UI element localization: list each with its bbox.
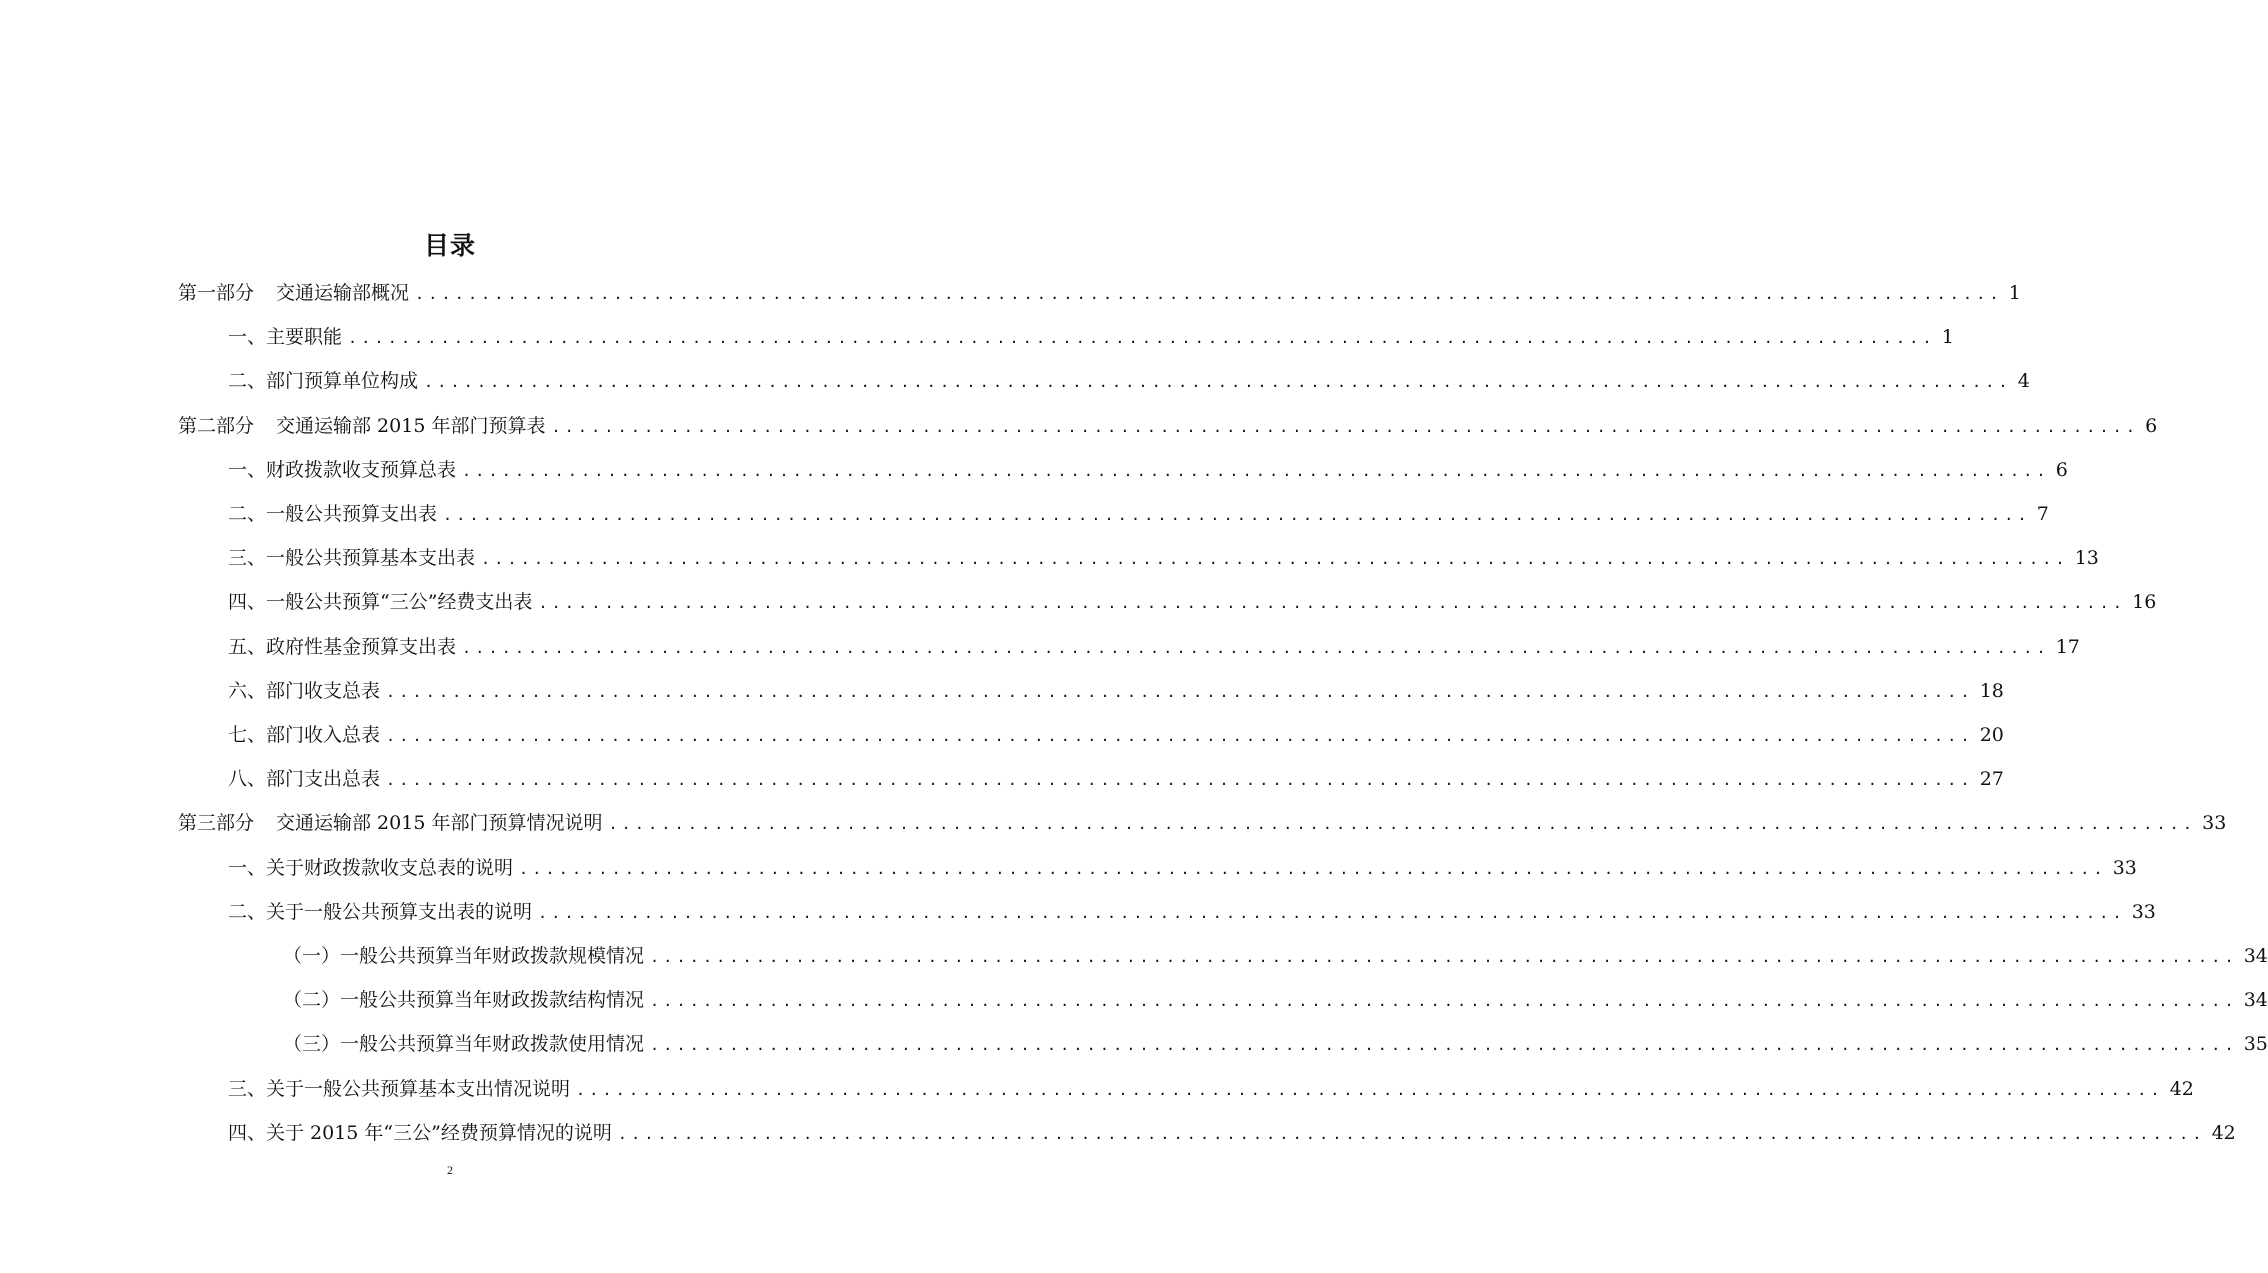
toc-entry[interactable] [228, 676, 2004, 706]
toc-page-number: 1 [1941, 326, 1954, 349]
toc-entry[interactable] [178, 411, 2158, 441]
toc-page-number: 16 [2132, 591, 2157, 614]
toc-entry-text: 三、一般公共预算基本支出表 [228, 547, 476, 570]
toc-entry-text: 二、一般公共预算支出表 [228, 503, 438, 525]
toc-dot-leader: ........................................................................................................................ [538, 594, 2127, 613]
toc-entry-text: 四、关于 2015 年“三公”经费预算情况的说明 [228, 1121, 612, 1144]
toc-entry-text: 一、主要职能 [228, 326, 343, 349]
toc-entry[interactable] [228, 764, 2004, 794]
toc-entry-text: 一、财政拨款收支预算总表 [228, 458, 457, 481]
toc-entry[interactable] [228, 1118, 2236, 1148]
toc-entry-text: 八、部门支出总表 [228, 768, 381, 791]
toc-entry[interactable] [178, 808, 2227, 838]
toc-part-prefix: 第一部分 [178, 282, 255, 304]
toc-entry-text: 七、部门收入总表 [228, 724, 381, 746]
toc-page-number: 1 [2008, 282, 2021, 304]
toc-dot-leader: ........................................................................................................................ [576, 1080, 2164, 1099]
toc-part-prefix: 第二部分 [178, 414, 255, 437]
toc-dot-leader: ........................................................................................................................ [386, 682, 1974, 701]
toc-dot-leader: ........................................................................................................................ [386, 771, 1974, 790]
toc-entry-label [228, 455, 456, 485]
toc-dot-leader: ........................................................................................................................ [386, 727, 1974, 745]
toc-entry-text: 六、部门收支总表 [228, 679, 381, 702]
toc-entry-text: 交通运输部 2015 年部门预算表 [276, 414, 546, 437]
toc-part-prefix: 第三部分 [178, 812, 255, 835]
toc-page-number: 20 [1979, 724, 2004, 746]
toc-dot-leader: ........................................................................................................................ [443, 506, 2031, 524]
toc-entry-label [283, 985, 644, 1015]
toc-entry[interactable] [228, 543, 2099, 573]
toc-entry[interactable] [228, 720, 2004, 750]
toc-entry-label [178, 411, 545, 441]
toc-entry-label [228, 1074, 570, 1104]
toc-dot-leader: ........................................................................................................................ [608, 815, 2197, 834]
toc-entry[interactable] [228, 632, 2080, 662]
toc-entry-text: 五、政府性基金预算支出表 [228, 635, 457, 658]
toc-entry[interactable] [283, 1029, 2268, 1059]
toc-entry-label [228, 764, 380, 794]
toc-entry[interactable] [228, 499, 2049, 529]
toc-entry[interactable] [228, 366, 2030, 396]
toc-entry-text: 二、部门预算单位构成 [228, 370, 419, 393]
toc-page-number: 35 [2243, 1033, 2268, 1056]
toc-entry-label [228, 897, 532, 927]
toc-page-number: 33 [2131, 900, 2156, 923]
toc-entry[interactable] [228, 1074, 2194, 1104]
toc-entry-text: 一、关于财政拨款收支总表的说明 [228, 856, 514, 879]
toc-entry-label [283, 1029, 644, 1059]
toc-entry[interactable] [178, 278, 2021, 308]
toc-entry-label [283, 941, 644, 971]
toc-page-number: 34 [2243, 945, 2268, 967]
toc-entry-text: 二、关于一般公共预算支出表的说明 [228, 900, 533, 923]
toc-entry-text: 交通运输部 2015 年部门预算情况说明 [276, 812, 603, 835]
toc-entry[interactable] [228, 897, 2156, 927]
toc-page-number: 7 [2036, 503, 2049, 525]
toc-entry[interactable] [228, 853, 2137, 883]
toc-entry-text: （一）一般公共预算当年财政拨款规模情况 [283, 945, 645, 967]
toc-entry-label [228, 499, 437, 529]
toc-page-number: 42 [2211, 1121, 2236, 1144]
toc-title: 目录 [423, 231, 476, 260]
toc-entry[interactable] [228, 455, 2068, 485]
toc-page-number: 33 [2112, 856, 2137, 879]
toc-entry-label [228, 632, 456, 662]
toc-dot-leader: ........................................................................................................................ [519, 859, 2107, 878]
page-number: 2 [447, 1163, 453, 1177]
toc-dot-leader: ........................................................................................................................ [415, 285, 2003, 303]
toc-page-number: 27 [1979, 768, 2004, 791]
toc-entry[interactable] [283, 941, 2268, 971]
toc-entry[interactable] [228, 322, 1954, 352]
toc-page-number: 6 [2145, 414, 2158, 437]
toc-entry-text: 交通运输部概况 [276, 282, 410, 304]
toc-entry-label [228, 720, 380, 750]
toc-dot-leader: ........................................................................................................................ [617, 1124, 2206, 1143]
toc-dot-leader: ........................................................................................................................ [348, 329, 1936, 348]
toc-entry-label [228, 676, 380, 706]
toc-entry[interactable] [228, 587, 2157, 617]
toc-entry-label [178, 278, 409, 308]
toc-entry-text: 三、关于一般公共预算基本支出情况说明 [228, 1077, 571, 1100]
toc-dot-leader: ........................................................................................................................ [650, 1036, 2238, 1055]
toc-page-number: 33 [2202, 812, 2227, 835]
toc-dot-leader: ........................................................................................................................ [650, 948, 2238, 966]
toc-entry-label [228, 366, 418, 396]
toc-dot-leader: ........................................................................................................................ [538, 903, 2126, 922]
toc-page-number: 34 [2243, 989, 2268, 1012]
toc-page-number: 6 [2055, 458, 2068, 481]
toc-dot-leader: ........................................................................................................................ [481, 550, 2069, 569]
toc-entry-text: （三）一般公共预算当年财政拨款使用情况 [283, 1033, 645, 1056]
toc-dot-leader: ........................................................................................................................ [650, 992, 2238, 1011]
toc-entry[interactable] [283, 985, 2268, 1015]
toc-entry-label [228, 322, 342, 352]
toc-entry-label [228, 543, 475, 573]
toc-dot-leader: ........................................................................................................................ [462, 461, 2050, 480]
toc-page-number: 18 [1979, 679, 2004, 702]
toc-page-number: 42 [2169, 1077, 2194, 1100]
toc-page-number: 13 [2074, 547, 2099, 570]
toc-entry-label [228, 853, 513, 883]
toc-entry-label [178, 808, 602, 838]
toc-dot-leader: ........................................................................................................................ [424, 373, 2012, 392]
toc-entry-label [228, 1118, 612, 1148]
toc-page-number: 4 [2017, 370, 2030, 393]
toc-page-number: 17 [2055, 635, 2080, 658]
toc-entry-text: （二）一般公共预算当年财政拨款结构情况 [283, 989, 645, 1012]
toc-dot-leader: ........................................................................................................................ [551, 417, 2140, 436]
toc-entry-label [228, 587, 532, 617]
toc-entry-text: 四、一般公共预算“三公”经费支出表 [228, 591, 533, 614]
toc-dot-leader: ........................................................................................................................ [462, 638, 2050, 657]
